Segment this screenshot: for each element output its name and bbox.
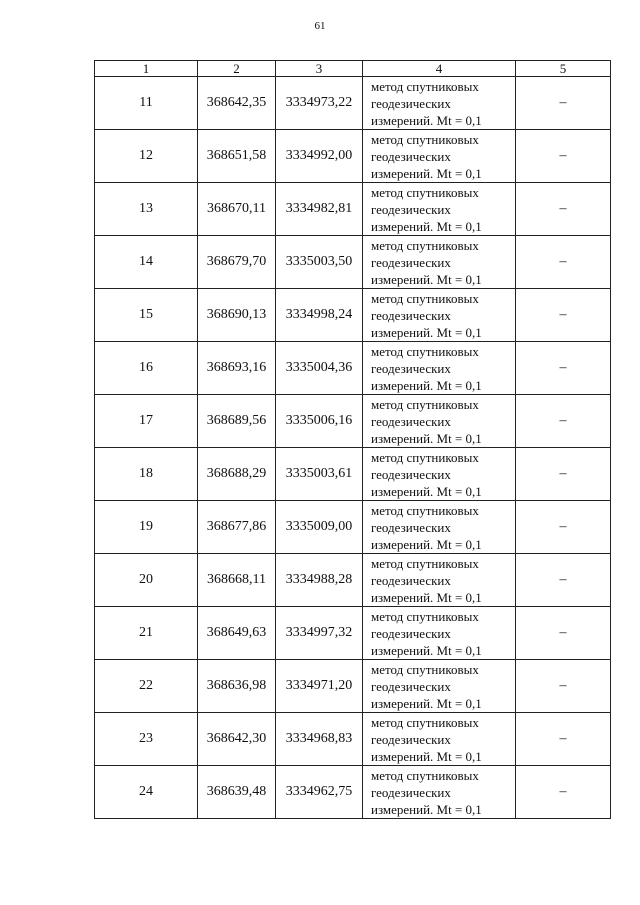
method-cell (363, 77, 516, 130)
table-header-row (95, 61, 611, 77)
method-cell (363, 713, 516, 766)
y-coordinate-cell: 3334973,22 (276, 77, 363, 130)
method-line: метод спутниковых (371, 502, 479, 518)
method-line: метод спутниковых (371, 131, 479, 147)
table-row (95, 554, 611, 607)
y-coordinate-cell: 3334962,75 (276, 766, 363, 819)
method-line: геодезических (371, 360, 451, 376)
method-line: измерений. Mt = 0,1 (371, 748, 482, 764)
point-number-cell: 22 (95, 660, 198, 713)
point-number-cell: 12 (95, 130, 198, 183)
table-row (95, 289, 611, 342)
table-row (95, 713, 611, 766)
method-cell (363, 236, 516, 289)
method-line: измерений. Mt = 0,1 (371, 483, 482, 499)
x-coordinate-cell: 368649,63 (198, 607, 276, 660)
y-coordinate-cell: 3335004,36 (276, 342, 363, 395)
method-cell (363, 395, 516, 448)
method-line: метод спутниковых (371, 184, 479, 200)
method-line: измерений. Mt = 0,1 (371, 271, 482, 287)
column-header-4: 4 (363, 61, 516, 77)
table-row (95, 342, 611, 395)
point-number-cell: 21 (95, 607, 198, 660)
column-header-2: 2 (198, 61, 276, 77)
method-line: измерений. Mt = 0,1 (371, 536, 482, 552)
method-line: геодезических (371, 201, 451, 217)
y-coordinate-cell: 3335003,61 (276, 448, 363, 501)
coordinates-table (94, 60, 611, 819)
table-row (95, 395, 611, 448)
y-coordinate-cell: 3334982,81 (276, 183, 363, 236)
method-line: метод спутниковых (371, 343, 479, 359)
x-coordinate-cell: 368651,58 (198, 130, 276, 183)
x-coordinate-cell: 368677,86 (198, 501, 276, 554)
x-coordinate-cell: 368688,29 (198, 448, 276, 501)
x-coordinate-cell: 368690,13 (198, 289, 276, 342)
note-cell: – (516, 660, 611, 713)
y-coordinate-cell: 3334998,24 (276, 289, 363, 342)
x-coordinate-cell: 368636,98 (198, 660, 276, 713)
method-line: геодезических (371, 572, 451, 588)
x-coordinate-cell: 368693,16 (198, 342, 276, 395)
point-number-cell: 13 (95, 183, 198, 236)
y-coordinate-cell: 3334988,28 (276, 554, 363, 607)
note-cell: – (516, 713, 611, 766)
point-number-cell: 14 (95, 236, 198, 289)
method-line: измерений. Mt = 0,1 (371, 695, 482, 711)
table-row (95, 77, 611, 130)
point-number-cell: 20 (95, 554, 198, 607)
point-number-cell: 17 (95, 395, 198, 448)
note-cell: – (516, 448, 611, 501)
x-coordinate-cell: 368668,11 (198, 554, 276, 607)
point-number-cell: 16 (95, 342, 198, 395)
note-cell: – (516, 342, 611, 395)
method-line: измерений. Mt = 0,1 (371, 642, 482, 658)
method-line: измерений. Mt = 0,1 (371, 112, 482, 128)
note-cell: – (516, 183, 611, 236)
method-cell (363, 660, 516, 713)
method-line: геодезических (371, 466, 451, 482)
method-line: измерений. Mt = 0,1 (371, 218, 482, 234)
table-row (95, 660, 611, 713)
method-cell (363, 607, 516, 660)
method-cell (363, 342, 516, 395)
note-cell: – (516, 77, 611, 130)
method-cell (363, 130, 516, 183)
note-cell: – (516, 501, 611, 554)
method-cell (363, 448, 516, 501)
y-coordinate-cell: 3335009,00 (276, 501, 363, 554)
method-line: метод спутниковых (371, 661, 479, 677)
x-coordinate-cell: 368642,35 (198, 77, 276, 130)
method-line: геодезических (371, 625, 451, 641)
x-coordinate-cell: 368639,48 (198, 766, 276, 819)
method-line: геодезических (371, 731, 451, 747)
method-line: метод спутниковых (371, 714, 479, 730)
table-row (95, 183, 611, 236)
table-row (95, 766, 611, 819)
method-line: геодезических (371, 148, 451, 164)
x-coordinate-cell: 368670,11 (198, 183, 276, 236)
method-line: измерений. Mt = 0,1 (371, 165, 482, 181)
x-coordinate-cell: 368679,70 (198, 236, 276, 289)
point-number-cell: 24 (95, 766, 198, 819)
note-cell: – (516, 554, 611, 607)
method-cell (363, 183, 516, 236)
table-row (95, 448, 611, 501)
method-line: геодезических (371, 95, 451, 111)
note-cell: – (516, 607, 611, 660)
column-header-5: 5 (516, 61, 611, 77)
point-number-cell: 11 (95, 77, 198, 130)
note-cell: – (516, 130, 611, 183)
method-line: измерений. Mt = 0,1 (371, 377, 482, 393)
x-coordinate-cell: 368642,30 (198, 713, 276, 766)
method-line: метод спутниковых (371, 767, 479, 783)
table-row (95, 607, 611, 660)
method-cell (363, 766, 516, 819)
page-number: 61 (314, 20, 326, 32)
method-line: геодезических (371, 678, 451, 694)
table-row (95, 236, 611, 289)
method-cell (363, 289, 516, 342)
table-row (95, 130, 611, 183)
method-line: метод спутниковых (371, 608, 479, 624)
y-coordinate-cell: 3334997,32 (276, 607, 363, 660)
method-line: геодезических (371, 307, 451, 323)
method-line: измерений. Mt = 0,1 (371, 589, 482, 605)
method-line: измерений. Mt = 0,1 (371, 324, 482, 340)
point-number-cell: 23 (95, 713, 198, 766)
method-line: измерений. Mt = 0,1 (371, 430, 482, 446)
note-cell: – (516, 289, 611, 342)
method-cell (363, 554, 516, 607)
method-line: метод спутниковых (371, 555, 479, 571)
point-number-cell: 15 (95, 289, 198, 342)
point-number-cell: 19 (95, 501, 198, 554)
x-coordinate-cell: 368689,56 (198, 395, 276, 448)
method-line: геодезических (371, 254, 451, 270)
column-header-1: 1 (95, 61, 198, 77)
note-cell: – (516, 766, 611, 819)
method-line: метод спутниковых (371, 449, 479, 465)
column-header-3: 3 (276, 61, 363, 77)
y-coordinate-cell: 3334971,20 (276, 660, 363, 713)
method-line: метод спутниковых (371, 78, 479, 94)
method-line: измерений. Mt = 0,1 (371, 801, 482, 817)
method-cell (363, 501, 516, 554)
method-line: геодезических (371, 784, 451, 800)
method-line: метод спутниковых (371, 237, 479, 253)
note-cell: – (516, 236, 611, 289)
y-coordinate-cell: 3335003,50 (276, 236, 363, 289)
point-number-cell: 18 (95, 448, 198, 501)
method-line: геодезических (371, 519, 451, 535)
method-line: метод спутниковых (371, 396, 479, 412)
method-line: метод спутниковых (371, 290, 479, 306)
method-line: геодезических (371, 413, 451, 429)
y-coordinate-cell: 3334968,83 (276, 713, 363, 766)
note-cell: – (516, 395, 611, 448)
table-row (95, 501, 611, 554)
y-coordinate-cell: 3334992,00 (276, 130, 363, 183)
y-coordinate-cell: 3335006,16 (276, 395, 363, 448)
